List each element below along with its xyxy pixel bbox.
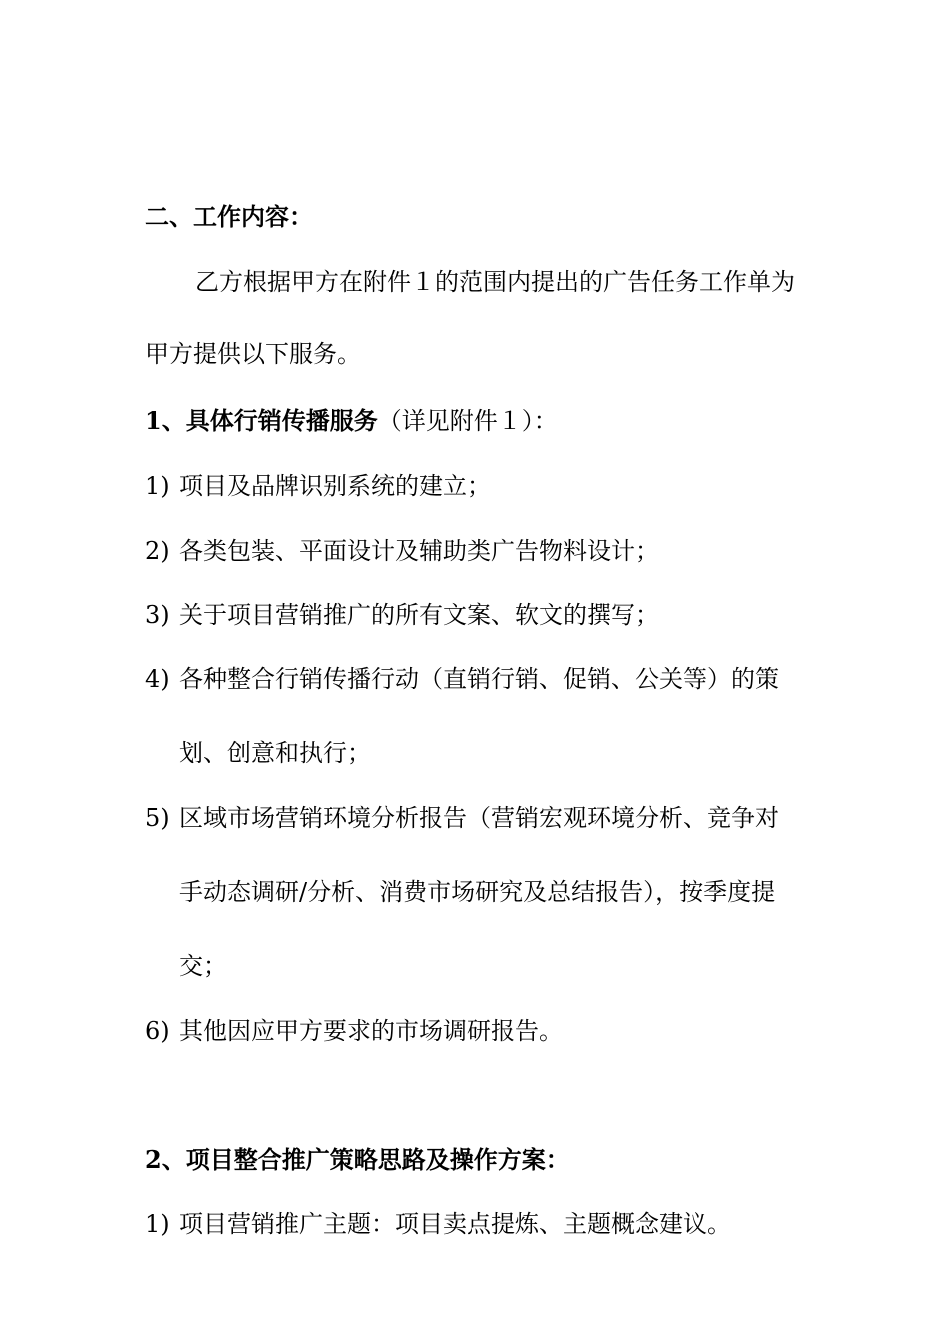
intro-line-1: 乙方根据甲方在附件１的范围内提出的广告任务工作单为 xyxy=(195,268,795,296)
list-item-number: 3) xyxy=(145,601,170,629)
list-item-text: 关于项目营销推广的所有文案、软文的撰写； xyxy=(179,601,659,629)
list-item-number: 6) xyxy=(145,1017,170,1045)
list-item-text: 项目及品牌识别系统的建立； xyxy=(179,472,491,500)
list-item-continuation: 手动态调研/分析、消费市场研究及总结报告），按季度提 xyxy=(179,878,776,906)
list-item-number: 2) xyxy=(145,537,170,565)
intro-line-2: 甲方提供以下服务。 xyxy=(145,340,361,368)
list-item-number: 1) xyxy=(145,472,170,500)
list-item xyxy=(145,600,659,630)
subsection-2-title: 2、项目整合推广策略思路及操作方案： xyxy=(145,1145,570,1174)
list-item xyxy=(145,1209,731,1239)
subsection-1-title xyxy=(145,406,558,436)
list-item-text: 其他因应甲方要求的市场调研报告。 xyxy=(179,1017,563,1045)
list-item-number: 1) xyxy=(145,1210,170,1238)
list-item-text: 项目营销推广主题：项目卖点提炼、主题概念建议。 xyxy=(179,1210,731,1238)
list-item-text: 各类包装、平面设计及辅助类广告物料设计； xyxy=(179,537,659,565)
list-item-number: 5) xyxy=(145,804,170,832)
list-item-text: 各种整合行销传播行动（直销行销、促销、公关等）的策 xyxy=(179,665,779,693)
list-item-continuation: 交； xyxy=(179,952,227,980)
subsection-1-title-bold: 1、具体行销传播服务 xyxy=(145,406,378,435)
list-item xyxy=(145,803,779,833)
subsection-1-title-note: （详见附件１）： xyxy=(377,407,558,435)
list-item xyxy=(145,471,491,501)
list-item-continuation: 划、创意和执行； xyxy=(179,739,371,767)
list-item xyxy=(145,536,659,566)
section-title: 二、工作内容： xyxy=(145,202,313,231)
list-item xyxy=(145,1016,563,1046)
list-item-number: 4) xyxy=(145,665,170,693)
list-item xyxy=(145,664,779,694)
list-item-text: 区域市场营销环境分析报告（营销宏观环境分析、竞争对 xyxy=(179,804,779,832)
